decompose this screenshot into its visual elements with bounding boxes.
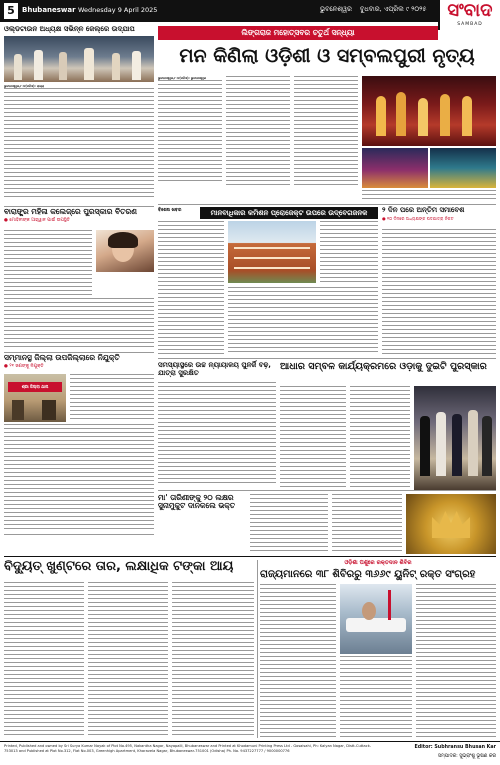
dance-performance-photo [362, 76, 496, 146]
police-station-photo [4, 374, 66, 422]
left-top-story [4, 26, 154, 204]
top-story-body [158, 76, 358, 188]
left-top-body [4, 84, 154, 202]
top-story-headline-box [158, 40, 496, 72]
top-story-headline: ମନ କିଣିଲା ଓଡ଼ିଶୀ ଓ ସମ୍ବଲପୁରୀ ନୃତ୍ୟ [179, 45, 475, 67]
building-photo [228, 221, 316, 283]
right-top-story [382, 207, 496, 355]
masthead-bar [0, 0, 500, 22]
footer-editor: Editor: Subhransu Bhusan Kar [414, 745, 496, 750]
left-bottom-story [4, 354, 154, 530]
left-mid-story [4, 208, 154, 348]
middle-story-headline: ଆଧାର ସମ୍ବଳ କାର୍ଯ୍ୟକ୍ରମରେ ଓଡ଼ାକୁ ଦୁଇଟି ପୁରସ୍କାର [280, 361, 487, 372]
left-bottom-sub: ● ୨୧ ଜଣଙ୍କୁ ନିଯୁକ୍ତି [4, 364, 44, 370]
center-box-story [158, 207, 378, 355]
bottom-left-story [4, 560, 254, 738]
right-top-headline: ୨ ଦିନ ପରେ ଅନ୍ତିମ ସମାବେଶ [382, 206, 465, 214]
city-odia: ଭୁବନେଶ୍ୱର [320, 5, 352, 13]
edition-label: Bhubaneswar [22, 6, 76, 14]
center-box-label: ବିଶେଷ ଖବର [158, 208, 182, 213]
top-story-kicker: ଲିଙ୍ଗରାଜ ମହୋତ୍ସବର ଚତୁର୍ଥ ସନ୍ଧ୍ୟା [158, 26, 438, 40]
left-top-dateline: ଭୁବନେଶ୍ୱର,୮।୪(ସମିସ): ରାଜ୍ୟ [4, 84, 45, 88]
left-middle-headline: ସମସ୍ୟାସ୍ଥରେ ଉଚ୍ଚ ନ୍ୟାୟାଳୟ ପୁନର୍ଜି ବଢ଼, ଯାତ୍ରା ସୁରକ୍ଷିତ [158, 361, 271, 377]
mini-story [158, 494, 246, 554]
date-english: Wednesday 9 April 2025 [78, 6, 158, 14]
logo-text: ସଂବାଦ [447, 0, 493, 21]
center-box-headline: ମାନବାଧିକାର କମିଶନ ପ୍ରୋଜେକ୍ଟ ଉପରେ ଉଦ୍ବେଗଜନକ [200, 207, 378, 219]
bottom-left-headline: ବିଦ୍ୟୁତ୍ ଖୁଣ୍ଟରେ ତାର, ଲକ୍ଷାଧିକ ଟଙ୍କା ଆୟ [4, 559, 234, 574]
woman-portrait-photo [96, 230, 154, 272]
station-sign: ଶ୍ରୀ ଜିଲ୍ଲା ଥାନା [8, 382, 62, 392]
dance-group-photo-2 [430, 148, 496, 188]
top-story-dateline: ଭୁବନେଶ୍ୱର,୮।୪(ସମିସ): ଭୁବନେଶ୍ୱର [158, 76, 207, 80]
left-middle-story [158, 362, 276, 486]
right-top-sub: ● ୧୦ ଦିନରେ ଅଧ୍ୟକ୍ଷଙ୍କ ପଦଯାତ୍ରା ନିକଟ [382, 215, 454, 221]
gold-crown-photo [406, 494, 496, 554]
mini-story-body-a [250, 494, 328, 554]
left-mid-body-b [4, 298, 154, 348]
bottom-right-headline: ରାଜ୍ୟମାନରେ ୩୮ ଶିବିରରୁ ୩୬୬୯ ୟୁନିଟ୍ ରକ୍ତ ସଂଗ୍ରହ [260, 569, 476, 580]
bottom-right-story [260, 560, 496, 738]
mini-story-headline: ମା' ତାରିଣୀଙ୍କୁ ୨୦ ଲକ୍ଷର ସୁନାମୁକୁଟ ଦାନକଲେ ଭକ୍ତ [158, 493, 236, 511]
left-top-photo [4, 36, 154, 82]
left-bottom-body-b [4, 424, 154, 530]
left-mid-body-a [4, 230, 92, 296]
blood-donation-photo [340, 584, 412, 654]
page-number: 5 [4, 3, 18, 19]
middle-story [280, 362, 496, 490]
footer-editor-odia: ସମ୍ପାଦକ: ସୁଭ୍ରାଂଶୁ ଭୂଷଣ କର [437, 754, 496, 759]
top-story-caption [362, 190, 496, 202]
date-odia: ବୁଧବାର, ଏପ୍ରିଲ ୯ ୨୦୨୫ [360, 5, 427, 13]
mini-story-body-b [332, 494, 402, 554]
left-bottom-body-a [70, 374, 154, 422]
bottom-right-kicker: ଓଡ଼ିଶା ପଶୁରେ ରକ୍ତଦାନ ଶିବିର [344, 560, 412, 566]
award-ceremony-photo [414, 386, 496, 490]
footer-imprint: Printed, Published and owned by Sri Surya Kumar Nayak of Plot No.495, Nakantha Nagar, Nayapalli, Bhubaneswar and Printed at Khodamuni Printing Press Ltd - Gosaisahi, Ph: Kalyan Nagar, Distt-Cuttack-753013 and Published at Plot No.312, Flat No.003, Greenhigh Apartment, Kharavela Nagar, Bhubaneswar-751001 (Odisha) Ph. No. 9437227777 / 9000000776 [4, 744, 372, 753]
dance-group-photo-1 [362, 148, 428, 188]
footer [0, 741, 500, 765]
left-bottom-headline: ସମ୍ମାନସ୍ଥ ଜିଲ୍ଲା ଉପଜିଲ୍ଲାରେ ନିଯୁକ୍ତି [4, 353, 120, 362]
newspaper-logo [438, 0, 500, 30]
logo-subtext: SAMBAD [457, 22, 483, 27]
left-mid-sub: ● ମୋହିନୀଙ୍କ ଆହ୍ୱାନ ପାଇଁ ଉପସ୍ଥିତି [4, 218, 70, 224]
left-top-headline: ଓଲ୍ଡଟାଉନ ଅଧ୍ୟକ୍ଷ ସଭିନ୍ନ ଜେଲ୍‌ରେ ଉଦ୍‌ଯାପ [4, 25, 135, 33]
left-mid-headline: ବାରାଙ୍ଗ୍ର ମହିଳା କଲେଜ୍‌ରେ ପୁରସ୍କାର ବିତରଣ [4, 207, 137, 216]
